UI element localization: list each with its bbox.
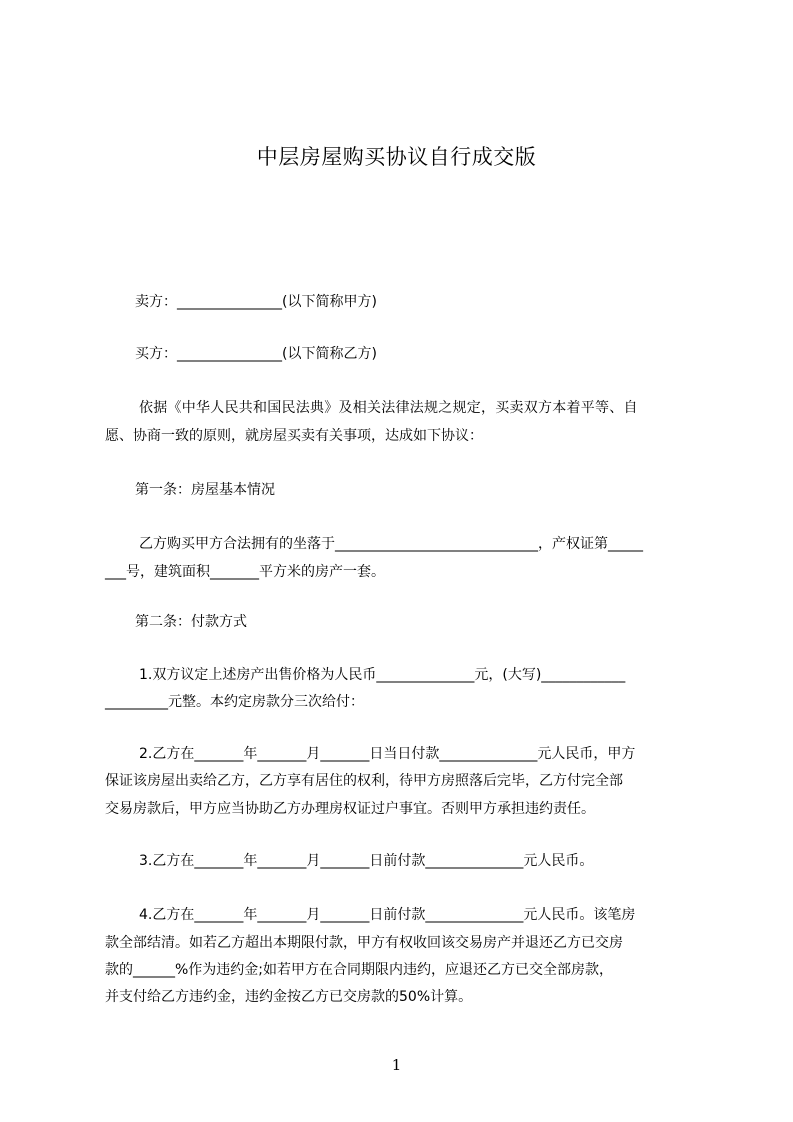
payment-item-4-line-4: 并支付给乙方违约金，违约金按乙方已交房款的50%计算。 [105, 989, 473, 1005]
payment-item-2-line-1: 2.乙方在_______年_______月_______日当日付款______________元人民币，甲方 [139, 746, 636, 762]
document-title: 中层房屋购买协议自行成交版 [256, 145, 537, 169]
article-1-heading: 第一条：房屋基本情况 [135, 482, 275, 498]
buyer-line: 买方：_______________(以下简称乙方) [135, 346, 377, 362]
page-number: 1 [391, 1056, 402, 1074]
article-1-paragraph-line-2: ___号，建筑面积_______平方米的房产一套。 [105, 564, 385, 580]
article-2-heading: 第二条：付款方式 [135, 614, 247, 630]
payment-item-1-line-2: _________元整。本约定房款分三次给付： [105, 694, 364, 710]
seller-line: 卖方：_______________(以下简称甲方) [135, 294, 377, 310]
payment-item-4-line-3: 款的______%作为违约金;如若甲方在合同期限内违约，应退还乙方已交全部房款， [105, 962, 614, 978]
intro-paragraph-line-2: 愿、协商一致的原则，就房屋买卖有关事项，达成如下协议： [105, 428, 483, 444]
payment-item-4-line-2: 款全部结清。如若乙方超出本期限付款，甲方有权收回该交易房产并退还乙方已交房 [105, 935, 623, 951]
article-1-paragraph-line-1: 乙方购买甲方合法拥有的坐落于_____________________________，产权证第_____ [139, 536, 643, 552]
payment-item-2-line-2: 保证该房屋出卖给乙方，乙方享有居住的权利，待甲方房照落后完毕，乙方付完全部 [105, 773, 623, 789]
payment-item-1-line-1: 1.双方议定上述房产出售价格为人民币______________元，(大写)____________ [139, 667, 626, 683]
payment-item-2-line-3: 交易房款后，甲方应当协助乙方办理房权证过户事宜。否则甲方承担违约责任。 [105, 801, 595, 817]
payment-item-3-line-1: 3.乙方在_______年_______月_______日前付款______________元人民币。 [139, 853, 594, 869]
intro-paragraph-line-1: 依据《中华人民共和国民法典》及相关法律法规之规定，买卖双方本着平等、自 [139, 400, 638, 416]
payment-item-4-line-1: 4.乙方在_______年_______月_______日前付款______________元人民币。该笔房 [139, 907, 636, 923]
